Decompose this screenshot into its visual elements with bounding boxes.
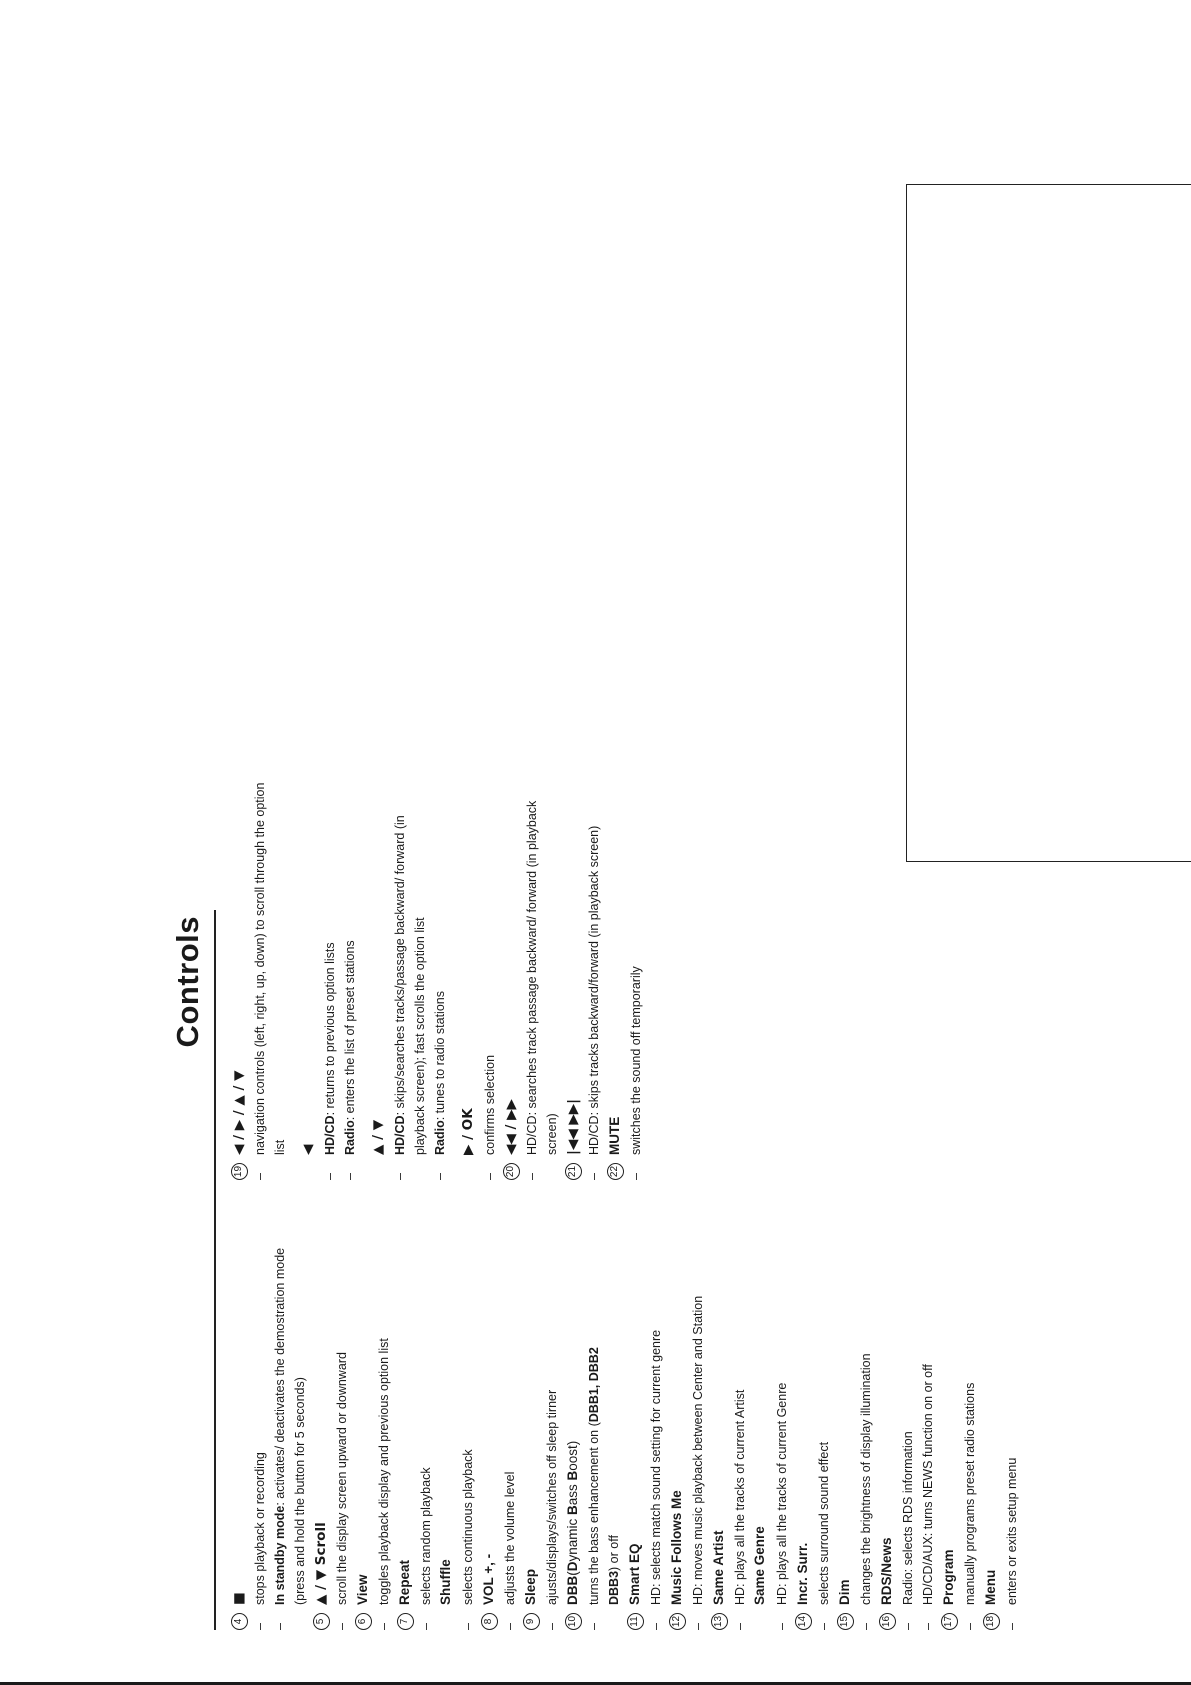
item-description: HD/CD: skips tracks backward/forward (in playback screen) bbox=[587, 825, 601, 1155]
dash: – bbox=[419, 1623, 433, 1630]
item-description: confirms selection bbox=[483, 1054, 497, 1155]
item-number: 17 bbox=[941, 1613, 958, 1630]
item-description: : enters the list of preset stations bbox=[343, 940, 357, 1121]
item-description: HD: plays all the tracks of current Genre bbox=[775, 1382, 789, 1605]
navigation-arrows-label: ◀ / ▶ / ▲ / ▼ bbox=[231, 1070, 247, 1155]
dbb-label-part: ( bbox=[565, 1571, 580, 1576]
control-item-15 bbox=[834, 1230, 876, 1630]
dash: – bbox=[335, 1623, 349, 1630]
control-item-12 bbox=[666, 1230, 708, 1630]
control-item-7 bbox=[394, 1230, 478, 1630]
title-rule bbox=[214, 910, 216, 1630]
dash: – bbox=[733, 1623, 747, 1630]
item-number: 13 bbox=[711, 1613, 728, 1630]
same-genre-label: Same Genre bbox=[752, 1526, 767, 1605]
dbb-label-part: D bbox=[565, 1561, 580, 1572]
item-number: 22 bbox=[607, 1163, 624, 1180]
control-item-14 bbox=[792, 1230, 834, 1630]
dbb-label bbox=[563, 1441, 583, 1605]
dash: – bbox=[273, 1623, 287, 1630]
dbb-label-part: B bbox=[565, 1470, 580, 1481]
dash: – bbox=[323, 1173, 337, 1180]
stop-icon: ■ bbox=[231, 1592, 247, 1605]
up-down-arrows-icon: ▲ / ▼ bbox=[370, 1119, 386, 1155]
item-description: turns the bass enhancement on ( bbox=[587, 1422, 601, 1605]
item-description: ajusts/displays/switches off sleep tirner bbox=[545, 1389, 559, 1605]
figure-placeholder-box bbox=[906, 184, 1191, 862]
right-column bbox=[228, 780, 646, 1180]
control-item-8 bbox=[478, 1230, 520, 1630]
item-description: : skips/searches tracks/passage backward/ forward (in playback screen); fast scrolls the option list bbox=[393, 815, 427, 1155]
dash: – bbox=[253, 1623, 267, 1630]
item-description-bold: DBB1, DBB2 bbox=[587, 1347, 601, 1423]
program-label: Program bbox=[941, 1549, 956, 1605]
incr-surr-label: Incr. Surr. bbox=[795, 1542, 810, 1605]
dash: – bbox=[393, 1173, 407, 1180]
rewind-fast-forward-icon: ◀◀ / ▶▶ bbox=[503, 1099, 519, 1155]
item-description: HD: selects match sound setting for current genre bbox=[649, 1329, 663, 1605]
scroll-label: ▲ / ▼ Scroll bbox=[313, 1522, 329, 1605]
control-item-20 bbox=[500, 780, 562, 1180]
item-number: 7 bbox=[397, 1613, 414, 1630]
control-item-10 bbox=[562, 1230, 624, 1630]
item-number: 19 bbox=[231, 1163, 248, 1180]
item-number: 4 bbox=[231, 1613, 248, 1630]
dash: – bbox=[817, 1623, 831, 1630]
item-description: toggles playback display and previous option list bbox=[377, 1338, 391, 1605]
item-number: 12 bbox=[669, 1613, 686, 1630]
view-label: View bbox=[355, 1574, 370, 1605]
item-number: 14 bbox=[795, 1613, 812, 1630]
item-description: adjusts the volume level bbox=[503, 1471, 517, 1605]
item-description: HD: plays all the tracks of current Artist bbox=[733, 1389, 747, 1605]
dash: – bbox=[921, 1623, 935, 1630]
dash: – bbox=[545, 1623, 559, 1630]
dim-label: Dim bbox=[837, 1579, 852, 1605]
dash: – bbox=[963, 1623, 977, 1630]
item-description: HD/CD: searches track passage backward/ forward (in playback screen) bbox=[525, 800, 559, 1155]
control-item-4 bbox=[228, 1230, 310, 1630]
dash: – bbox=[629, 1173, 643, 1180]
dash: – bbox=[503, 1623, 517, 1630]
item-description: HD/CD/AUX: turns NEWS function on or off bbox=[921, 1364, 935, 1605]
dash: – bbox=[253, 1173, 267, 1180]
controls-page bbox=[170, 782, 1019, 1630]
item-description: scroll the display screen upward or downward bbox=[335, 1352, 349, 1605]
page-title: Controls bbox=[170, 916, 205, 1048]
control-item-19 bbox=[228, 780, 500, 1180]
repeat-label: Repeat bbox=[397, 1559, 412, 1605]
sleep-label: Sleep bbox=[523, 1568, 538, 1605]
shuffle-label: Shuffle bbox=[438, 1559, 453, 1605]
item-number: 18 bbox=[983, 1613, 1000, 1630]
dash: – bbox=[377, 1623, 391, 1630]
control-item-13 bbox=[708, 1230, 792, 1630]
volume-label: VOL +, - bbox=[481, 1553, 496, 1605]
item-description: HD: moves music playback between Center and Station bbox=[691, 1295, 705, 1605]
item-description-bold: HD/CD bbox=[393, 1115, 407, 1155]
dash: – bbox=[343, 1173, 357, 1180]
dbb-label-part: ynamic bbox=[565, 1514, 580, 1562]
item-description: switches the sound off temporarily bbox=[629, 966, 643, 1155]
dash: – bbox=[587, 1173, 601, 1180]
music-follows-me-label: Music Follows Me bbox=[669, 1490, 684, 1605]
item-number: 6 bbox=[355, 1613, 372, 1630]
dash: – bbox=[587, 1623, 601, 1630]
menu-label: Menu bbox=[983, 1569, 998, 1605]
item-number: 20 bbox=[503, 1163, 520, 1180]
item-number: 21 bbox=[565, 1163, 582, 1180]
dash: – bbox=[433, 1173, 447, 1180]
same-artist-label: Same Artist bbox=[711, 1530, 726, 1605]
control-item-17 bbox=[938, 1230, 980, 1630]
item-number: 5 bbox=[313, 1613, 330, 1630]
smart-eq-label: Smart EQ bbox=[627, 1543, 642, 1605]
skip-previous-next-icon: |◀◀ ▶▶| bbox=[565, 1098, 581, 1155]
item-description-bold: HD/CD bbox=[323, 1115, 337, 1155]
control-item-22 bbox=[604, 780, 646, 1180]
item-description: manually programs preset radio stations bbox=[963, 1382, 977, 1605]
item-number: 10 bbox=[565, 1613, 582, 1630]
item-description: selects random playback bbox=[419, 1467, 433, 1605]
control-item-11 bbox=[624, 1230, 666, 1630]
control-item-16 bbox=[876, 1230, 938, 1630]
dash: – bbox=[859, 1623, 873, 1630]
item-description: stops playback or recording bbox=[253, 1452, 267, 1605]
item-number: 15 bbox=[837, 1613, 854, 1630]
control-item-21 bbox=[562, 780, 604, 1180]
item-number: 16 bbox=[879, 1613, 896, 1630]
dash: – bbox=[483, 1173, 497, 1180]
item-description: selects surround sound effect bbox=[817, 1441, 831, 1605]
item-description-bold: Radio bbox=[433, 1120, 447, 1155]
right-arrow-ok-label: ▶ / OK bbox=[460, 1108, 476, 1155]
dbb-label-part: B bbox=[565, 1505, 580, 1515]
dash: – bbox=[461, 1623, 475, 1630]
mute-label: MUTE bbox=[607, 1116, 622, 1155]
item-description: navigation controls (left, right, up, down) to scroll through the option list bbox=[253, 782, 287, 1155]
rds-news-label: RDS/News bbox=[879, 1537, 894, 1605]
item-description-bold: In standby mode bbox=[273, 1505, 287, 1605]
control-item-9 bbox=[520, 1230, 562, 1630]
item-description: : tunes to radio stations bbox=[433, 991, 447, 1121]
dbb-label-part: DBB bbox=[565, 1575, 580, 1605]
control-item-6 bbox=[352, 1230, 394, 1630]
dash: – bbox=[1005, 1623, 1019, 1630]
dash: – bbox=[649, 1623, 663, 1630]
item-description: Radio: selects RDS information bbox=[901, 1431, 915, 1605]
dash: – bbox=[901, 1623, 915, 1630]
control-item-5 bbox=[310, 1230, 352, 1630]
item-number: 8 bbox=[481, 1613, 498, 1630]
item-number: 9 bbox=[523, 1613, 540, 1630]
item-description-bold: DBB3 bbox=[607, 1570, 621, 1605]
item-description-bold: Radio bbox=[343, 1120, 357, 1155]
item-description: selects continuous playback bbox=[461, 1449, 475, 1605]
control-item-18 bbox=[980, 1230, 1022, 1630]
item-description: changes the brightness of display illumination bbox=[859, 1353, 873, 1605]
dash: – bbox=[691, 1623, 705, 1630]
item-number: 11 bbox=[627, 1613, 644, 1630]
dash: – bbox=[775, 1623, 789, 1630]
item-description: : returns to previous option lists bbox=[323, 942, 337, 1116]
left-arrow-icon: ◀ bbox=[300, 1144, 316, 1155]
dbb-label-part: oost) bbox=[565, 1440, 580, 1471]
dash: – bbox=[525, 1173, 539, 1180]
left-column bbox=[228, 1230, 1022, 1630]
item-description: : activates/ deactivates the demostration mode (press and hold the button for 5 seconds) bbox=[273, 1247, 307, 1605]
item-description: enters or exits setup menu bbox=[1005, 1457, 1019, 1605]
dbb-label-part: ass bbox=[565, 1480, 580, 1506]
item-description: ) or off bbox=[607, 1535, 621, 1571]
